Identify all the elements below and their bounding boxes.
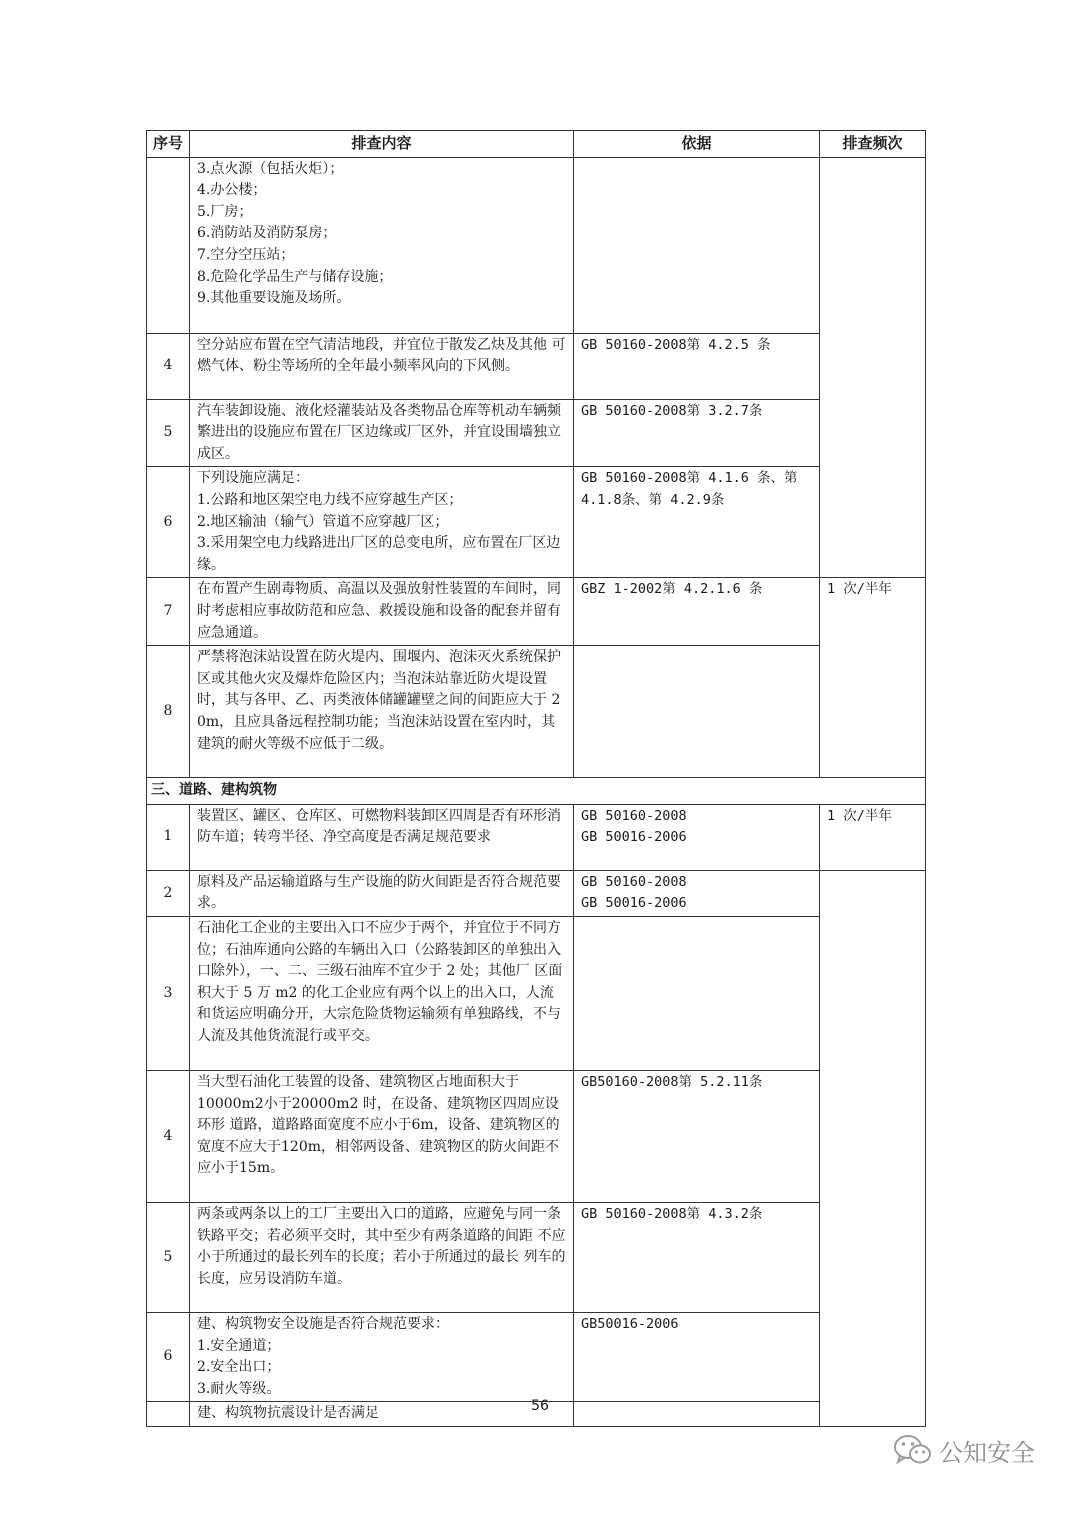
frequency-cell <box>820 157 926 578</box>
table-row <box>147 157 926 333</box>
text-line: GB 50160-2008第 4.2.5 条 <box>581 336 771 353</box>
content-cell <box>190 1202 574 1312</box>
text-line: 3.采用架空电力线路进出厂区的总变电所，应布置在厂区边缘。 <box>197 535 561 573</box>
basis-cell <box>574 467 820 578</box>
text-line: 10000m2小于20000m2 时，在设备、建筑物区四周应设环形 道路，道路路面宽度不应小于6m，设备、建筑物区的宽度不应大于120m，相邻两设备、建筑物区的防火间距不应小于15m。 <box>197 1095 560 1177</box>
text-line: 建、构筑物抗震设计是否满足 <box>197 1405 379 1422</box>
page-number: 56 <box>531 1398 549 1414</box>
num-cell <box>147 157 190 333</box>
content-cell <box>190 333 574 399</box>
table-row <box>147 870 926 916</box>
num-cell: 4 <box>147 1070 190 1202</box>
text-line: 1.安全通道； <box>197 1337 281 1354</box>
inspection-table <box>146 130 926 1427</box>
table-header-row <box>147 131 926 158</box>
content-cell <box>190 1312 574 1401</box>
frequency-cell: 1 次/半年 <box>820 804 926 870</box>
frequency-cell <box>820 870 926 1426</box>
content-cell <box>190 467 574 578</box>
text-line: 3.点火源（包括火炬）； <box>197 160 344 177</box>
content-cell <box>190 399 574 467</box>
basis-cell <box>574 399 820 467</box>
text-line: 严禁将泡沫站设置在防火堤内、围堰内、泡沫灭火系统保护区或其他火灾及爆炸危险区内；当泡沫站靠近防火堤设置时，其与各甲、乙、丙类液体储罐罐壁之间的间距应大于 20m，且应具备远程控制功能；当泡沫站设置在室内时，其建筑的耐火等级不应低于二级。 <box>197 649 561 752</box>
text-line: 2.地区输油（输气）管道不应穿越厂区； <box>197 513 449 530</box>
content-cell <box>190 578 574 646</box>
basis-cell <box>574 578 820 646</box>
table-row <box>147 333 926 399</box>
text-line: 2.安全出口； <box>197 1359 281 1376</box>
text-line: 两条或两条以上的工厂主要出入口的道路，应避免与同一条铁路平交；若必须平交时，其中至少有两条道路的间距 不应小于所通过的最长列车的长度；若小于所通过的最长 列车的长度，应另设消防车道。 <box>197 1205 566 1287</box>
table-row <box>147 1312 926 1401</box>
num-cell: 8 <box>147 646 190 778</box>
text-line: 原料及产品运输道路与生产设施的防火间距是否符合规范要求。 <box>197 873 561 912</box>
num-cell: 5 <box>147 399 190 467</box>
content-cell <box>190 870 574 916</box>
basis-cell <box>574 804 820 870</box>
num-cell: 2 <box>147 870 190 916</box>
num-cell: 3 <box>147 916 190 1070</box>
basis-cell <box>574 646 820 778</box>
text-line: 3.耐火等级。 <box>197 1380 281 1397</box>
content-cell <box>190 916 574 1070</box>
text-line: 在布置产生剧毒物质、高温以及强放射性装置的车间时，同时考虑相应事故防范和应急、救援设施和设备的配套并留有应急通道。 <box>197 581 561 641</box>
table-row <box>147 804 926 870</box>
num-cell: 5 <box>147 1202 190 1312</box>
basis-cell <box>574 916 820 1070</box>
table-row <box>147 1070 926 1202</box>
text-line: 8.危险化学品生产与储存设施； <box>197 268 393 285</box>
num-cell: 6 <box>147 467 190 578</box>
table-row <box>147 578 926 646</box>
text-line: GBZ 1-2002第 4.2.1.6 条 <box>581 581 763 598</box>
text-line: GB 50160-2008第 4.1.6 条、第 4.1.8条、第 4.2.9条 <box>581 470 798 508</box>
basis-cell <box>574 1312 820 1401</box>
header-basis: 依据 <box>574 131 820 158</box>
text-line: 1.公路和地区架空电力线不应穿越生产区； <box>197 491 463 508</box>
section-row <box>147 778 926 805</box>
text-line: 7.空分空压站； <box>197 246 295 263</box>
text-line: 空分站应布置在空气清洁地段，并宜位于散发乙炔及其他 可燃气体、粉尘等场所的全年最小频率风向的下风侧。 <box>197 336 566 375</box>
table-row <box>147 467 926 578</box>
basis-cell <box>574 157 820 333</box>
table-row <box>147 646 926 778</box>
text-line: 9.其他重要设施及场所。 <box>197 290 351 307</box>
table-row <box>147 399 926 467</box>
content-cell <box>190 1070 574 1202</box>
text-line: GB 50160-2008第 4.3.2条 <box>581 1205 763 1222</box>
header-content: 排查内容 <box>190 131 574 158</box>
content-cell <box>190 646 574 778</box>
text-line: 石油化工企业的主要出入口不应少于两个，并宜位于不同方位；石油库通向公路的车辆出入口（公路装卸区的单独出入口除外），一、二、三级石油库不宜少于 2 处；其他厂 区面积大于 5 万 m2 的化工企业应有两个以上的出入口，人流和货运应明确分开，大宗危险货物运输须有单独路线，不与人流及其他货流混行或平交。 <box>197 919 563 1044</box>
watermark-text: 公知安全 <box>939 1438 1035 1467</box>
text-line: 装置区、罐区、仓库区、可燃物料装卸区四周是否有环形消防车道；转弯半径、净空高度是否满足规范要求 <box>197 807 561 846</box>
num-cell: 7 <box>147 578 190 646</box>
content-cell <box>190 804 574 870</box>
frequency-cell: 1 次/半年 <box>820 578 926 778</box>
text-line: GB 50016-2006 <box>581 829 687 846</box>
num-cell: 4 <box>147 333 190 399</box>
section-title: 三、道路、建构筑物 <box>147 778 926 805</box>
text-line: 4.办公楼； <box>197 182 267 199</box>
watermark <box>893 1430 1035 1470</box>
table-row <box>147 1202 926 1312</box>
text-line: 建、构筑物安全设施是否符合规范要求： <box>197 1315 449 1332</box>
basis-cell <box>574 333 820 399</box>
text-line: GB 50160-2008 <box>581 807 687 824</box>
table-row <box>147 916 926 1070</box>
text-line: GB50160-2008第 5.2.11条 <box>581 1073 763 1090</box>
text-line: GB50016-2006 <box>581 1315 679 1332</box>
text-line: GB 50016-2006 <box>581 895 687 912</box>
content-cell <box>190 157 574 333</box>
text-line: GB 50160-2008 <box>581 873 687 890</box>
text-line: 当大型石油化工装置的设备、建筑物区占地面积大于 <box>197 1073 519 1090</box>
header-num: 序号 <box>147 131 190 158</box>
text-line: 下列设施应满足： <box>197 470 309 487</box>
num-cell: 1 <box>147 804 190 870</box>
basis-cell <box>574 870 820 916</box>
num-cell: 6 <box>147 1312 190 1401</box>
text-line: 汽车装卸设施、液化烃灌装站及各类物品仓库等机动车辆频繁进出的设施应布置在厂区边缘或厂区外，并宜设围墙独立成区。 <box>197 402 561 462</box>
header-frequency: 排查频次 <box>820 131 926 158</box>
text-line: 6.消防站及消防泵房； <box>197 225 337 242</box>
basis-cell <box>574 1202 820 1312</box>
text-line: GB 50160-2008第 3.2.7条 <box>581 402 763 419</box>
basis-cell <box>574 1070 820 1202</box>
wechat-icon <box>893 1433 933 1467</box>
table-body <box>147 157 926 1426</box>
text-line: 5.厂房； <box>197 203 253 220</box>
